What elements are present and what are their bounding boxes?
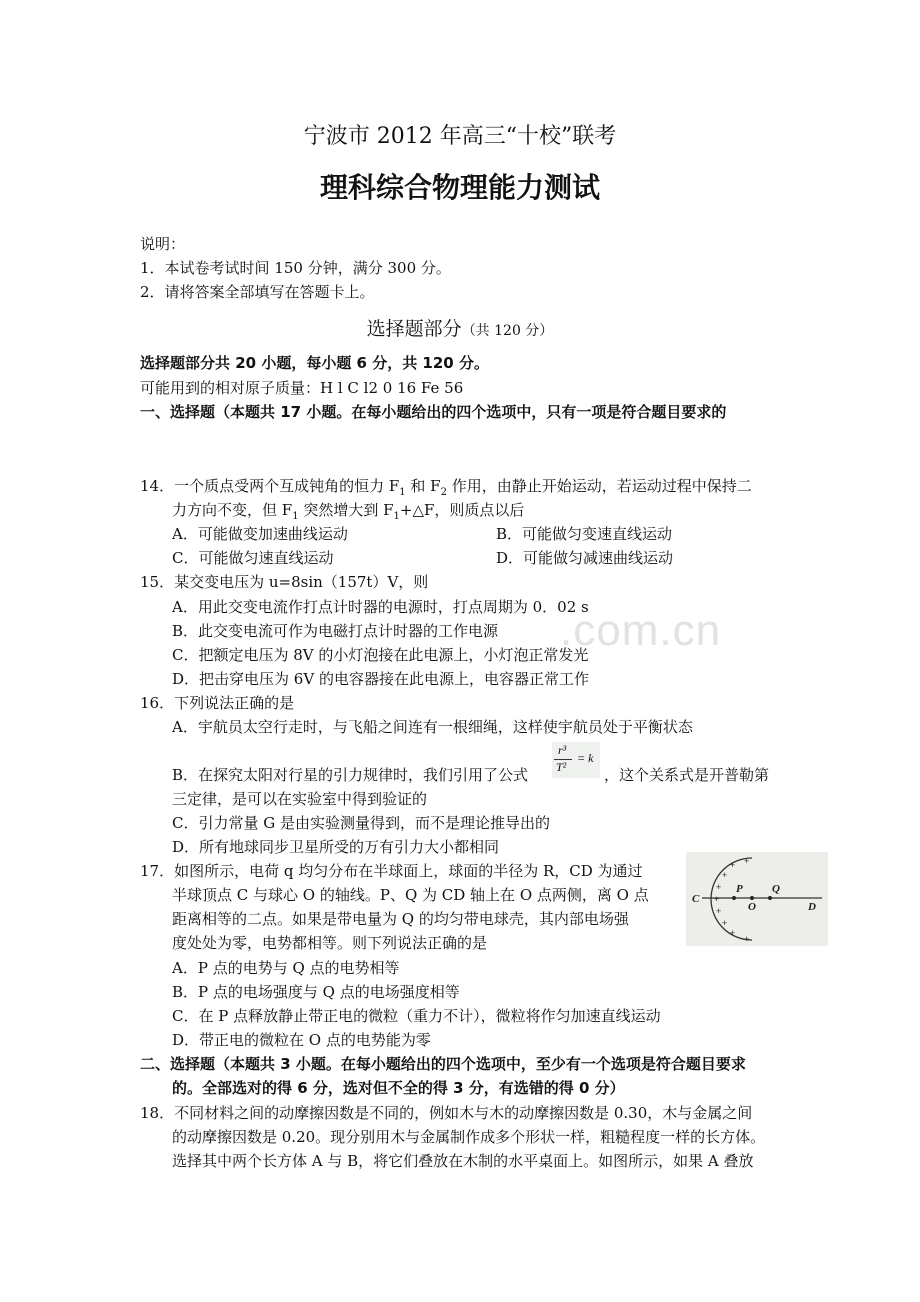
svg-text:+: + xyxy=(744,934,750,944)
formula-denominator: T² xyxy=(556,760,567,774)
label-d: D xyxy=(808,901,816,913)
svg-text:+: + xyxy=(730,928,736,938)
q15-stem: 15．某交变电压为 u=8sin（157t）V，则 xyxy=(140,573,429,591)
q18-line1: 18．不同材料之间的动摩擦因数是不同的，例如木与木的动摩擦因数是 0.30，木与金属之间 xyxy=(140,1104,753,1122)
svg-text:+: + xyxy=(714,894,720,904)
label-o: O xyxy=(748,901,756,913)
q14-line2: 力方向不变，但 $F_1$ 突然增大到 $F_1+\triangle F$，则质点以后 xyxy=(172,501,525,522)
watermark: .com.cn xyxy=(560,606,722,655)
q17-line3: 距离相等的二点。如果是带电量为 Q 的均匀带电球壳，其内部电场强 xyxy=(172,910,629,928)
hemisphere-diagram xyxy=(686,852,828,946)
atomic-masses: 可能用到的相对原子质量：H l C l2 0 16 Fe 56 xyxy=(140,379,464,397)
section-title-main: 选择题部分 xyxy=(366,318,462,340)
q16-stem: 16．下列说法正确的是 xyxy=(140,694,295,712)
exam-title: 宁波市 2012 年高三“十校”联考 xyxy=(303,124,617,149)
section-intro: 选择题部分共 20 小题，每小题 6 分，共 120 分。 xyxy=(140,354,489,372)
q16-option-b-part1: B．在探究太阳对行星的引力规律时，我们引用了公式 xyxy=(172,766,529,784)
formula-rhs: = k xyxy=(577,751,594,765)
section-title-score: （共 120 分） xyxy=(461,323,554,339)
part2-heading-line1: 二、选择题（本题共 3 小题。在每小题给出的四个选项中，至少有一个选项是符合题目要求 xyxy=(140,1055,746,1073)
svg-text:+: + xyxy=(744,856,750,866)
q17-option-d: D．带正电的微粒在 O 点的电势能为零 xyxy=(172,1031,431,1049)
q17-line2: 半球顶点 C 与球心 O 的轴线。P、Q 为 CD 轴上在 O 点两侧，离 O 点 xyxy=(172,886,649,904)
svg-text:+: + xyxy=(730,860,736,870)
q18-line2: 的动摩擦因数是 0.20。现分别用木与金属制作成多个形状一样，粗糙程度一样的长方体。 xyxy=(172,1128,766,1146)
q14-option-b: B．可能做匀变速直线运动 xyxy=(496,525,673,543)
q17-line4: 度处处为零，电势都相等。则下列说法正确的是 xyxy=(172,934,488,952)
hemisphere-figure xyxy=(686,852,828,946)
q14-option-a: A．可能做变加速曲线运动 xyxy=(172,525,348,543)
q18-line3: 选择其中两个长方体 A 与 B，将它们叠放在木制的水平桌面上。如图所示，如果 A 叠放 xyxy=(172,1152,754,1170)
q16-option-a: A．宇航员太空行走时，与飞船之间连有一根细绳，这样使宇航员处于平衡状态 xyxy=(172,718,693,736)
q16-option-c: C．引力常量 G 是由实验测量得到，而不是理论推导出的 xyxy=(172,814,550,832)
q15-option-a: A．用此交变电流作打点计时器的电源时，打点周期为 0．02 s xyxy=(172,598,589,616)
q14-option-c: C．可能做匀速直线运动 xyxy=(172,549,334,567)
exam-subtitle: 理科综合物理能力测试 xyxy=(319,171,600,204)
charge-marks xyxy=(714,856,749,944)
point-p xyxy=(732,896,736,900)
section-title xyxy=(0,314,920,341)
q17-option-b: B．P 点的电场强度与 Q 点的电场强度相等 xyxy=(172,983,460,1001)
kepler-formula xyxy=(552,742,600,778)
formula-numerator: r³ xyxy=(558,743,567,757)
q16-option-b-part2: ，这个关系式是开普勒第 xyxy=(604,766,770,784)
q16-option-d: D．所有地球同步卫星所受的万有引力大小都相同 xyxy=(172,838,500,856)
svg-text:+: + xyxy=(716,906,722,916)
note-1: 1．本试卷考试时间 150 分钟，满分 300 分。 xyxy=(140,259,451,277)
q16-option-b-part3: 三定律，是可以在实验室中得到验证的 xyxy=(172,790,428,808)
label-p: P xyxy=(736,883,743,895)
part1-heading: 一、选择题（本题共 17 小题。在每小题给出的四个选项中，只有一项是符合题目要求的 xyxy=(140,403,727,421)
svg-text:+: + xyxy=(722,918,728,928)
q15-option-c: C．把额定电压为 8V 的小灯泡接在此电源上，小灯泡正常发光 xyxy=(172,646,589,664)
svg-text:+: + xyxy=(716,882,722,892)
point-o xyxy=(750,896,754,900)
q15-option-d: D．把击穿电压为 6V 的电容器接在此电源上，电容器正常工作 xyxy=(172,670,589,688)
q15-option-b: B．此交变电流可作为电磁打点计时器的工作电源 xyxy=(172,622,499,640)
q14-line1: 14．一个质点受两个互成钝角的恒力 $F_1$ 和 $F_2$ 作用，由静止开始运动，若运动过程中保持二 xyxy=(140,477,752,498)
q17-line1: 17．如图所示，电荷 q 均匀分布在半球面上，球面的半径为 R，CD 为通过 xyxy=(140,862,643,880)
label-q: Q xyxy=(772,883,780,895)
q17-option-a: A．P 点的电势与 Q 点的电势相等 xyxy=(172,959,400,977)
notes-label: 说明： xyxy=(140,235,186,253)
label-c: C xyxy=(692,893,700,905)
point-q xyxy=(768,896,772,900)
svg-text:+: + xyxy=(722,870,728,880)
q14-option-d: D．可能做匀减速曲线运动 xyxy=(496,549,674,567)
part2-heading-line2: 的。全部选对的得 6 分，选对但不全的得 3 分，有选错的得 0 分） xyxy=(172,1079,625,1097)
note-2: 2．请将答案全部填写在答题卡上。 xyxy=(140,283,375,301)
q17-option-c: C．在 P 点释放静止带正电的微粒（重力不计），微粒将作匀加速直线运动 xyxy=(172,1007,661,1025)
